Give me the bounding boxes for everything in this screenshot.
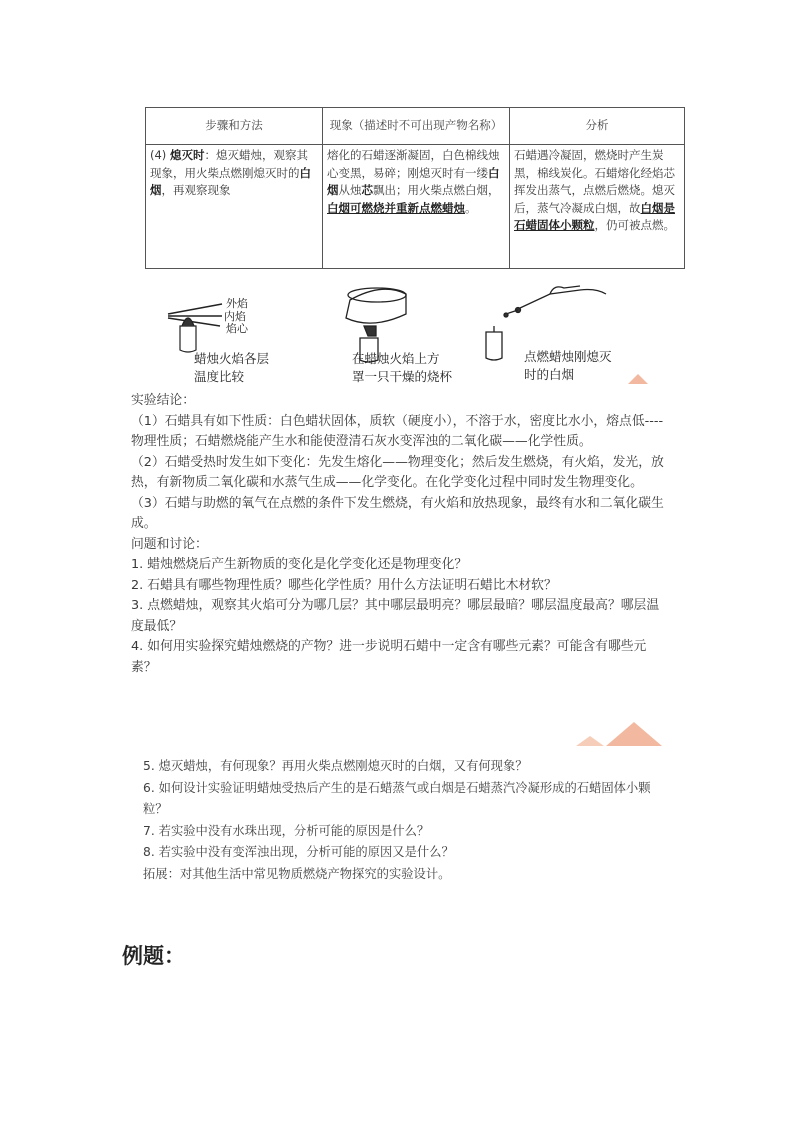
header-analysis: 分析 <box>510 108 685 145</box>
candle-flame-layers-illustration <box>168 304 222 352</box>
question-7: 7. 若实验中没有水珠出现，分析可能的原因是什么？ <box>143 823 430 838</box>
caption-1-line-1: 蜡烛火焰各层 <box>194 351 270 366</box>
caption-3-line-2: 时的白烟 <box>524 367 575 382</box>
question-1: 1. 蜡烛燃烧后产生新物质的变化是化学变化还是物理变化？ <box>131 557 468 572</box>
label-inner-flame: 内焰 <box>224 310 246 323</box>
question-4: 4. 如何用实验探究蜡烛燃烧的产物？进一步说明石蜡中一定含有哪些元素？可能含有哪些元素？ <box>131 639 647 675</box>
table-row <box>146 145 685 269</box>
experiment-table <box>145 107 685 269</box>
question-6: 6. 如何设计实验证明蜡烛受热后产生的是石蜡蒸气或白烟是石蜡蒸汽冷凝形成的石蜡固体小颗粒？ <box>143 780 651 816</box>
ana-end: ，仍可被点燃。 <box>594 218 675 232</box>
ana-1: 石蜡遇冷凝固，燃烧时产生炭黑，棉线炭化。石蜡熔化经焰芯挥发出蒸气，点燃后燃烧。熄灭后，蒸气冷凝成白烟，故 <box>514 148 675 215</box>
conclusion-item-3: （3）石蜡与助燃的氧气在点燃的条件下发生燃烧，有火焰和放热现象，最终有水和二氧化碳生成。 <box>131 495 664 531</box>
cell-step <box>146 145 323 269</box>
example-heading: 例题： <box>122 943 185 968</box>
caption-2-line-1: 在蜡烛火焰上方 <box>352 351 440 366</box>
conclusion-item-2: （2）石蜡受热时发生如下变化：先发生熔化——物理变化；然后发生燃烧，有火焰，发光，放热，有新物质二氧化碳和水蒸气生成——化学变化。在化学变化过程中同时发生物理变化。 <box>131 454 664 490</box>
table-header-row <box>146 108 685 145</box>
ana-bold: 白烟是石蜡固体小颗粒 <box>514 200 675 232</box>
conclusion-section <box>131 391 671 678</box>
question-5: 5. 熄灭蜡烛，有何现象？再用火柴点燃刚熄灭时的白烟，又有何现象？ <box>143 759 528 773</box>
header-steps: 步骤和方法 <box>146 108 323 145</box>
phen-bold-2: 芯 <box>361 183 373 197</box>
cell-analysis <box>510 145 685 269</box>
question-3: 3. 点燃蜡烛，观察其火焰可分为哪几层？其中哪层最明亮？哪层最暗？哪层温度最高？哪层温度最低？ <box>131 598 660 634</box>
step-bold2: 白烟 <box>150 165 311 197</box>
extension-note: 拓展：对其他生活中常见物质燃烧产物探究的实验设计。 <box>143 866 451 881</box>
phen-3: 飘出；用火柴点燃白烟， <box>373 183 500 197</box>
caption-flame-layers <box>194 350 269 386</box>
phen-end: 。 <box>465 200 477 215</box>
caption-1-line-2: 温度比较 <box>194 369 245 384</box>
header-phenomenon <box>323 108 510 145</box>
step-bold: 熄灭时 <box>169 148 205 162</box>
step-prefix: (4) <box>150 148 170 162</box>
questions-title: 问题和讨论： <box>131 536 208 552</box>
phen-1: 熔化的石蜡逐渐凝固，白色棉线烛心变黑，易碎；刚熄灭时有一缕 <box>327 148 500 180</box>
phen-bold-3: 白烟可燃烧并重新点燃蜡烛 <box>327 200 465 215</box>
header-phenomenon-text: 现象（描述时不可出现产物名称） <box>329 118 503 133</box>
step-end: ，再观察现象 <box>161 183 231 197</box>
caption-3-line-1: 点燃蜡烛刚熄灭 <box>524 349 612 364</box>
decorative-triangle-1 <box>628 374 648 384</box>
question-2: 2. 石蜡具有哪些物理性质？哪些化学性质？用什么方法证明石蜡比木材软？ <box>131 577 557 593</box>
label-flame-core: 焰心 <box>226 322 248 335</box>
conclusion-item-1: （1）石蜡具有如下性质：白色蜡状固体，质软（硬度小），不溶于水，密度比水小，熔点低----物理性质；石蜡燃烧能产生水和能使澄清石灰水变浑浊的二氧化碳——化学性质。 <box>131 413 664 449</box>
caption-beaker <box>352 350 452 386</box>
caption-white-smoke <box>524 348 612 384</box>
phen-2: 从烛 <box>338 183 362 197</box>
step-rest: ：熄灭蜡烛，观察其现象，用火柴点燃刚熄灭时的 <box>150 148 308 180</box>
questions-continued <box>143 756 663 885</box>
phen-bold-1: 白烟 <box>327 165 500 197</box>
cell-phenomenon <box>323 145 510 269</box>
decorative-mountains <box>576 722 666 746</box>
label-outer-flame: 外焰 <box>226 297 248 310</box>
caption-2-line-2: 罩一只干燥的烧杯 <box>352 369 453 384</box>
conclusion-title: 实验结论： <box>131 393 195 408</box>
question-8: 8. 若实验中没有变浑浊出现，分析可能的原因又是什么？ <box>143 845 454 859</box>
